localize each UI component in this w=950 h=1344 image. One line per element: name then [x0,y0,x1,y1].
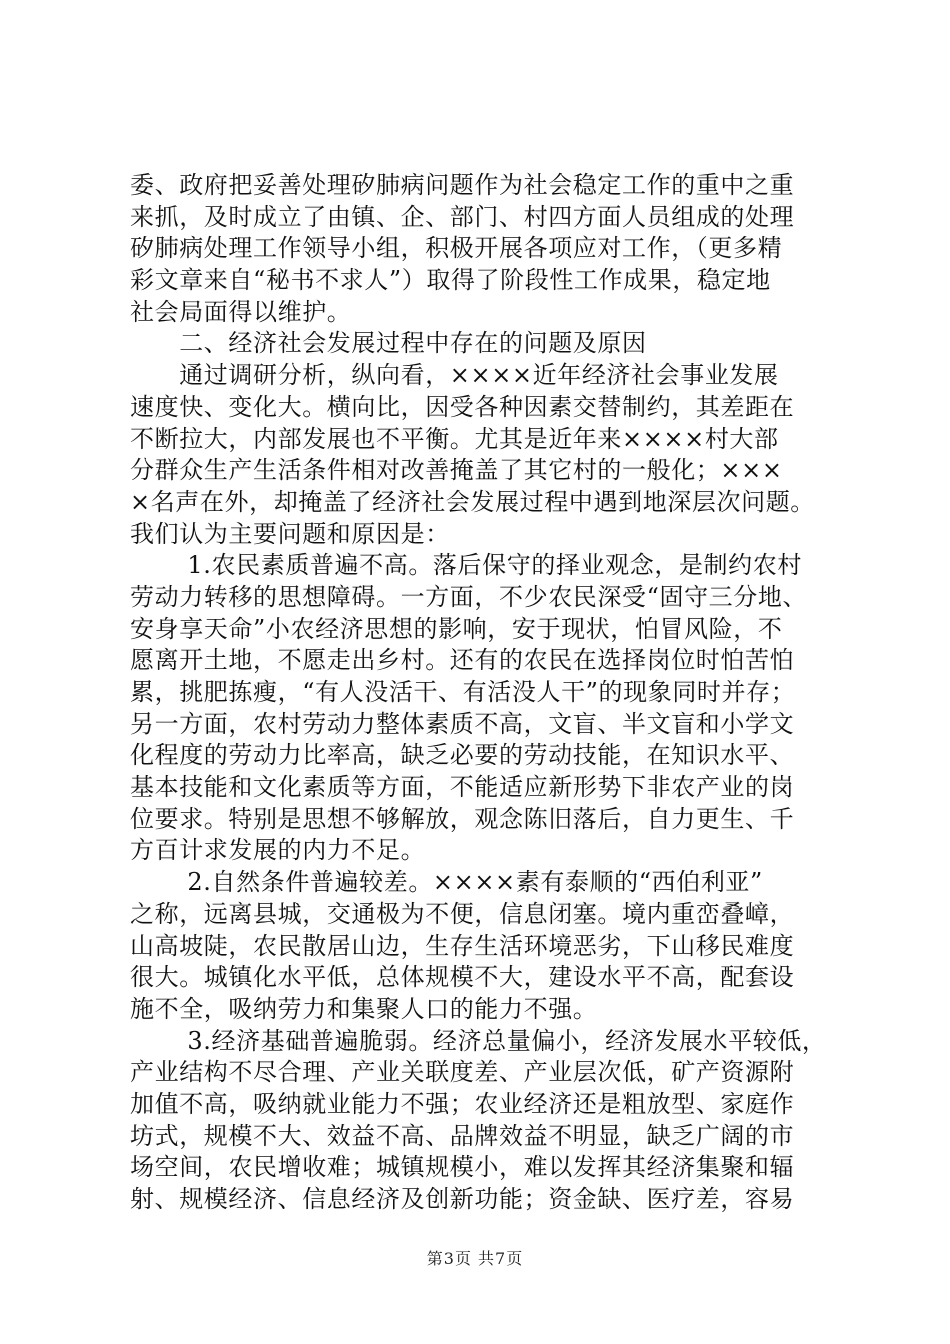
text-line: 安身享天命”小农经济思想的影响，安于现状，怕冒风险，不 [130,614,783,643]
text-line: 另一方面，农村劳动力整体素质不高，文盲、半文盲和小学文 [130,709,795,738]
text-line: 射、规模经济、信息经济及创新功能；资金缺、医疗差，容易 [130,1185,795,1213]
text-line: 方百计求发展的内力不足。 [130,836,426,865]
text-line: 1.农民素质普遍不高。落后保守的择业观念，是制约农村 [130,551,802,580]
text-line: 矽肺病处理工作领导小组，积极开展各项应对工作，（更多精 [130,234,783,263]
text-line: 施不全，吸纳劳力和集聚人口的能力不强。 [130,994,598,1023]
text-line: 基本技能和文化素质等方面，不能适应新形势下非农产业的岗 [130,773,795,802]
text-line: 很大。城镇化水平低，总体规模不大，建设水平不高，配套设 [130,963,795,992]
page-number-footer: 第3页 共7页 [426,1249,524,1268]
text-line: 不断拉大，内部发展也不平衡。尤其是近年来××××村大部 [130,424,779,453]
text-line: 彩文章来自“秘书不求人”）取得了阶段性工作成果，稳定地 [130,266,771,295]
text-line: 3.经济基础普遍脆弱。经济总量偏小，经济发展水平较低， [130,1026,827,1055]
text-line: 加值不高，吸纳就业能力不强；农业经济还是粗放型、家庭作 [130,1089,795,1118]
text-line: 产业结构不尽合理、产业关联度差、产业层次低，矿产资源附 [130,1058,795,1087]
text-line: 化程度的劳动力比率高，缺乏必要的劳动技能，在知识水平、 [130,741,795,770]
text-line: ×名声在外，却掩盖了经济社会发展过程中遇到地深层次问题。 [130,487,815,516]
text-line: 我们认为主要问题和原因是： [130,519,450,548]
text-line: 坊式，规模不大、效益不高、品牌效益不明显，缺乏广阔的市 [130,1121,795,1150]
text-line: 二、经济社会发展过程中存在的问题及原因 [130,329,647,358]
text-line: 位要求。特别是思想不够解放，观念陈旧落后，自力更生、千 [130,804,795,833]
text-line: 社会局面得以维护。 [130,297,352,326]
text-line: 通过调研分析，纵向看，××××近年经济社会事业发展 [130,361,779,390]
text-line: 2.自然条件普遍较差。××××素有泰顺的“西伯利亚” [130,868,763,897]
text-line: 来抓，及时成立了由镇、企、部门、村四方面人员组成的处理 [130,202,795,231]
text-line: 愿离开土地，不愿走出乡村。还有的农民在选择岗位时怕苦怕 [130,646,795,675]
text-line: 分群众生产生活条件相对改善掩盖了其它村的一般化；××× [130,456,783,485]
text-line: 场空间，农民增收难；城镇规模小，难以发挥其经济集聚和辐 [130,1153,795,1182]
text-line: 之称，远离县城，交通极为不便，信息闭塞。境内重峦叠嶂， [130,899,795,928]
text-line: 委、政府把妥善处理矽肺病问题作为社会稳定工作的重中之重 [130,171,795,199]
text-line: 劳动力转移的思想障碍。一方面，不少农民深受“固守三分地、 [130,582,808,611]
text-line: 山高坡陡，农民散居山边，生存生活环境恶劣，下山移民难度 [130,931,795,960]
text-line: 累，挑肥拣瘦，“有人没活干、有活没人干”的现象同时并存； [130,678,796,706]
document-body [130,170,830,1216]
text-line: 速度快、变化大。横向比，因受各种因素交替制约，其差距在 [130,392,795,421]
